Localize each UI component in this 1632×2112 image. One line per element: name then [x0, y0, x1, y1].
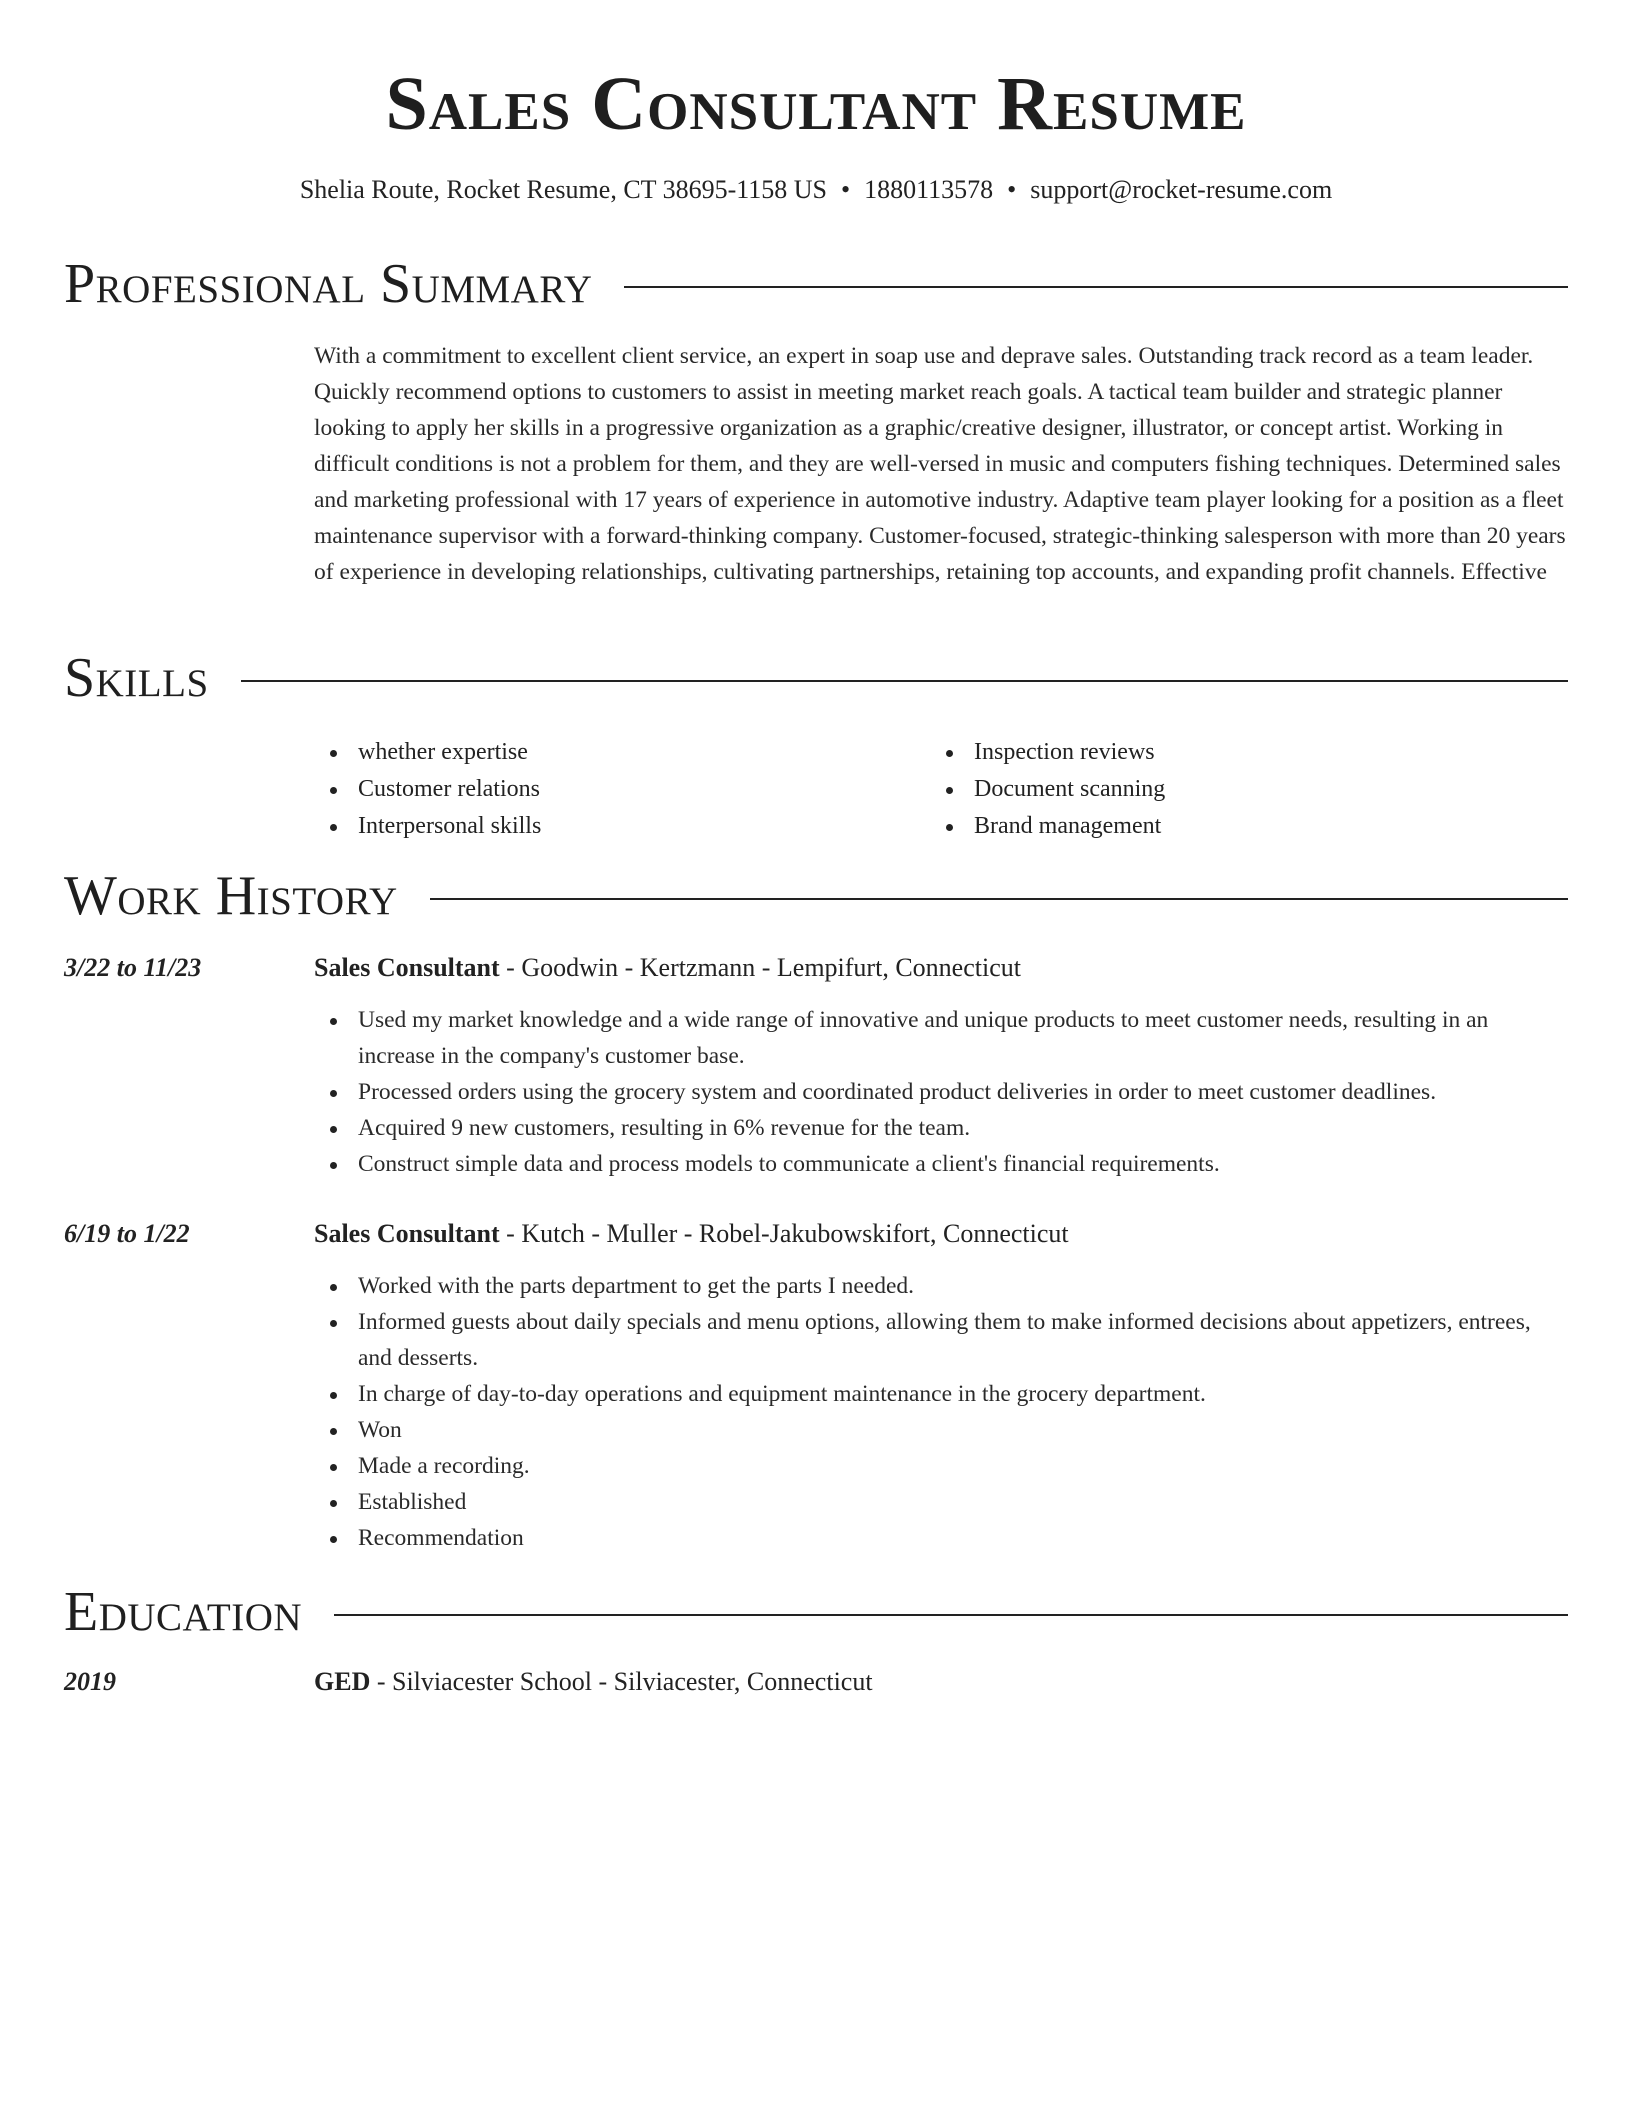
- section-divider: [624, 286, 1568, 288]
- job-role: Sales Consultant: [314, 1219, 500, 1248]
- job-role: Sales Consultant: [314, 953, 500, 982]
- summary-text: With a commitment to excellent client service, an expert in soap use and deprave sales. Outstanding track record as a team leader. Quickly recommend options to customers to assist in meeting market reach goals. A tactical team builder and strategic planner looking to apply her skills in a progressive organization as a graphic/creative designer, illustrator, or concept artist. Working in difficult conditions is not a problem for them, and they are well-versed in music and computers fishing techniques. Determined sales and marketing professional with 17 years of experience in automotive industry. Adaptive team player looking for a position as a fleet maintenance supervisor with a forward-thinking company. Customer-focused, strategic-thinking salesperson with more than 20 years of experience in developing relationships, cultivating partnerships, retaining top accounts, and expanding profit channels. Effective: [314, 343, 1566, 585]
- skill-item: Document scanning: [930, 771, 1546, 808]
- job-dates: 6/19 to 1/22: [64, 1219, 190, 1248]
- education-degree: GED: [314, 1667, 371, 1696]
- skills-column-left: [314, 734, 930, 845]
- education-year: 2019: [64, 1667, 116, 1696]
- job-title: [314, 1216, 1570, 1252]
- job-bullet: Informed guests about daily specials and menu options, allowing them to make informed decisions about appetizers, entrees, and desserts.: [314, 1304, 1570, 1376]
- job-bullet: In charge of day-to-day operations and equipment maintenance in the grocery department.: [314, 1376, 1570, 1412]
- job-bullet: Won: [314, 1412, 1570, 1448]
- job-employer: - Goodwin - Kertzmann - Lempifurt, Connecticut: [499, 953, 1021, 982]
- education-entry: [314, 1664, 1570, 1700]
- skills-heading: Skills: [64, 647, 209, 709]
- resume-title: Sales Consultant Resume: [385, 62, 1247, 146]
- skill-item: whether expertise: [314, 734, 930, 771]
- section-divider: [430, 898, 1568, 900]
- job-bullet: Established: [314, 1484, 1570, 1520]
- section-divider: [241, 680, 1568, 682]
- contact-separator: •: [1007, 175, 1017, 204]
- job-bullet: Worked with the parts department to get the parts I needed.: [314, 1268, 1570, 1304]
- job-bullet: Made a recording.: [314, 1448, 1570, 1484]
- skill-item: Inspection reviews: [930, 734, 1546, 771]
- job-bullets: [314, 1268, 1570, 1556]
- skill-item: Customer relations: [314, 771, 930, 808]
- job-bullet: Recommendation: [314, 1520, 1570, 1556]
- contact-email: support@rocket-resume.com: [1030, 175, 1333, 204]
- job-bullet: Processed orders using the grocery system and coordinated product deliveries in order to meet customer deadlines.: [314, 1074, 1570, 1110]
- job-dates: 3/22 to 11/23: [64, 953, 202, 982]
- job-bullet: Construct simple data and process models to communicate a client's financial requirements.: [314, 1146, 1570, 1182]
- summary-section-header: [64, 252, 1568, 316]
- contact-line: [0, 172, 1632, 208]
- job-title: [314, 950, 1570, 986]
- education-section-header: [64, 1580, 1568, 1644]
- skills-section-header: [64, 646, 1568, 710]
- contact-address: Shelia Route, Rocket Resume, CT 38695-1158 US: [299, 175, 827, 204]
- education-heading: Education: [64, 1581, 303, 1643]
- education-school: - Silviacester School - Silviacester, Connecticut: [370, 1667, 873, 1696]
- section-divider: [334, 1614, 1568, 1616]
- skill-item: Interpersonal skills: [314, 808, 930, 845]
- skills-list: [314, 734, 1570, 845]
- job-bullets: [314, 1002, 1570, 1182]
- skills-column-right: [930, 734, 1546, 845]
- skill-item: Brand management: [930, 808, 1546, 845]
- job-bullet: Used my market knowledge and a wide range of innovative and unique products to meet customer needs, resulting in an increase in the company's customer base.: [314, 1002, 1570, 1074]
- summary-heading: Professional Summary: [64, 253, 593, 315]
- work-section-header: [64, 864, 1568, 928]
- job-bullet: Acquired 9 new customers, resulting in 6% revenue for the team.: [314, 1110, 1570, 1146]
- contact-separator: •: [841, 175, 851, 204]
- contact-phone: 1880113578: [864, 175, 994, 204]
- work-heading: Work History: [64, 865, 398, 927]
- job-employer: - Kutch - Muller - Robel-Jakubowskifort, Connecticut: [499, 1219, 1069, 1248]
